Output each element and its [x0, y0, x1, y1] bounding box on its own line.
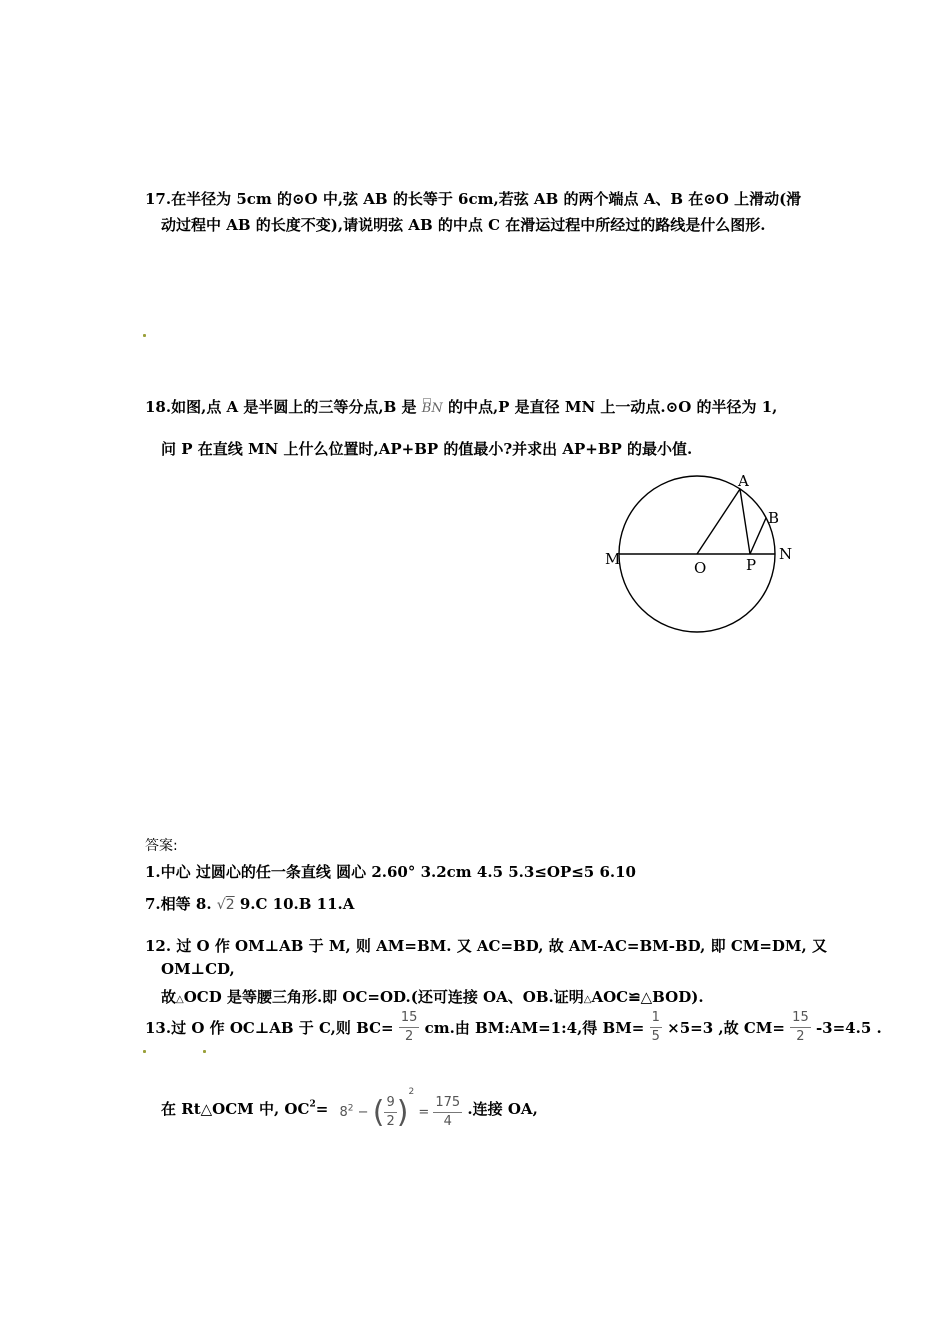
q18-line2: 问 P 在直线 MN 上什么位置时,AP+BP 的值最小?并求出 AP+BP 的最小值.: [161, 440, 693, 458]
q12-line1: 12. 过 O 作 OM⊥AB 于 M, 则 AM=BM. 又 AC=BD, 故 AM-AC=BM-BD, 即 CM=DM, 又: [145, 937, 827, 955]
q12-line3-end: AOC≌△BOD).: [591, 988, 704, 1006]
oc-squared-formula: [340, 1087, 463, 1130]
marker-dot: [143, 334, 146, 337]
label-p: P: [746, 556, 757, 574]
q18-line1-start: 18.如图,点 A 是半圆上的三等分点,B 是: [145, 398, 417, 416]
frac-den: 5: [651, 1029, 660, 1044]
segment-oa: [697, 489, 740, 554]
answers-row2-end: 9.C 10.B 11.A: [239, 895, 355, 913]
frac-num: 9: [386, 1095, 395, 1110]
label-a: A: [738, 472, 749, 490]
formula-minus: −: [357, 1105, 369, 1120]
q13-line2: [161, 1087, 538, 1130]
frac-den: 2: [386, 1114, 395, 1129]
q13-text-b: cm.由 BM:AM=1:4,得 BM=: [424, 1018, 645, 1037]
fraction-15-over-2: [399, 1010, 420, 1045]
frac-num: 175: [435, 1095, 461, 1110]
frac-bar: [399, 1027, 420, 1028]
answers-row2-start: 7.相等 8.: [145, 895, 212, 913]
superscript-2: 2: [309, 1099, 316, 1110]
label-b: B: [768, 509, 780, 527]
label-o: O: [694, 559, 707, 577]
fraction-15-over-2-b: [790, 1010, 811, 1045]
fraction-175-over-4: [433, 1095, 462, 1130]
sqrt-two-radicand: 2: [225, 897, 235, 913]
geometry-figure: [590, 460, 810, 650]
label-m: M: [605, 550, 621, 568]
q17-line1: 17.在半径为 5cm 的⊙O 中,弦 AB 的长等于 6cm,若弦 AB 的两个端点 A、B 在⊙O 上滑动(滑: [145, 190, 802, 208]
frac-bar: [384, 1112, 396, 1113]
q13-text-d: -3=4.5 .: [815, 1018, 882, 1037]
q12-line3-mid: OCD 是等腰三角形.即 OC=OD.(还可连接 OA、OB.证明: [183, 988, 584, 1006]
formula-exp: 2: [347, 1103, 354, 1114]
triangle-icon: △: [583, 994, 592, 1005]
answers-row1: 1.中心 过圆心的任一条直线 圆心 2.60° 3.2cm 4.5 5.3≤OP≤5 6.10: [145, 863, 636, 881]
fraction-9-over-2: [384, 1095, 396, 1130]
frac-bar: [650, 1027, 662, 1028]
q17-line2: 动过程中 AB 的长度不变),请说明弦 AB 的中点 C 在滑运过程中所经过的路线是什么图形.: [161, 216, 766, 234]
right-paren: ): [396, 1095, 409, 1130]
q12-line3: [161, 986, 704, 1007]
q12-line2: OM⊥CD,: [161, 960, 235, 978]
frac-den: 2: [796, 1029, 805, 1044]
segment-pb: [750, 518, 766, 554]
marker-dot: [143, 1050, 146, 1053]
left-paren: (: [372, 1095, 385, 1130]
marker-dot: [203, 1050, 206, 1053]
triangle-icon: △: [176, 994, 184, 1005]
frac-den: 2: [404, 1029, 414, 1044]
q13-line2-eq: =: [315, 1099, 329, 1118]
q18-line1-end: 的中点,P 是直径 MN 上一动点.⊙O 的半径为 1,: [447, 398, 778, 416]
q13-text-c: ×5=3 ,故 CM=: [667, 1018, 785, 1037]
segment-ap: [740, 489, 750, 554]
q13-line2-start: 在 Rt△OCM 中, OC: [161, 1100, 310, 1118]
frac-num: 15: [400, 1010, 418, 1025]
formula-outer-exp: 2: [408, 1087, 415, 1097]
label-n: N: [779, 545, 793, 563]
formula-base: 8: [339, 1105, 348, 1120]
fraction-1-over-5: [650, 1010, 662, 1045]
frac-bar: [790, 1027, 811, 1028]
sqrt-two: √2: [216, 897, 235, 913]
q13-line2-end: .连接 OA,: [467, 1100, 538, 1118]
q12-line3-start: 故: [161, 988, 177, 1006]
frac-bar: [433, 1112, 462, 1113]
frac-den: 4: [443, 1114, 452, 1129]
formula-eq: =: [418, 1105, 430, 1120]
frac-num: 15: [792, 1010, 809, 1025]
q18-line1: [145, 396, 777, 417]
frac-num: 1: [651, 1010, 660, 1025]
arc-bn-label: BN: [421, 401, 443, 416]
answers-heading: 答案:: [145, 838, 178, 854]
q13-line1: [145, 1010, 882, 1045]
answers-row2: [145, 893, 354, 914]
q13-text-a: 13.过 O 作 OC⊥AB 于 C,则 BC=: [145, 1018, 394, 1037]
